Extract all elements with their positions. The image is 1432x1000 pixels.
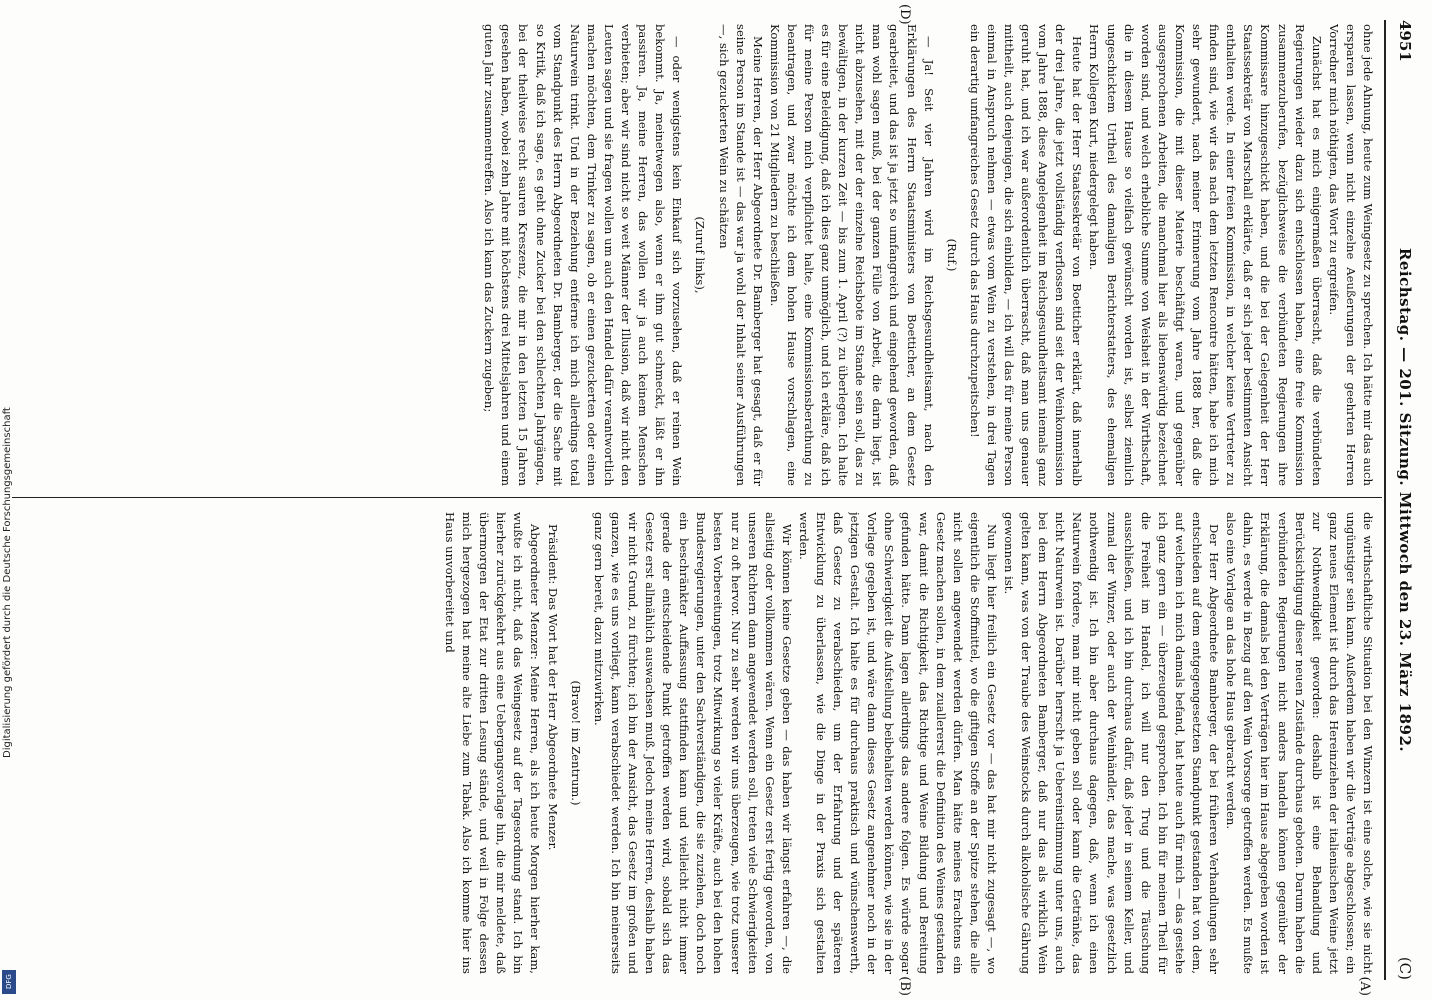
column-divider [12,497,1382,498]
margin-mark-d: (D) [897,4,912,25]
header-rule [1384,20,1386,980]
left-column [30,24,1376,486]
paragraph: Zunächst hat es mich einigermaßen überrascht, daß die verbündeten Regierungen wieder dazu sich entschlossen haben, eine freie Kommission zusammenzuberufen, bezüglichsweise die verbündeten Regierungen ihre Kommissare hinzugeschickt haben, und die bei der Gelegenheit der Herr Staatssekretär von Marschall erklärte, daß er sich jeder bestimmten Ansicht enthalten werde. In einer freien Kommission, in welcher keine Vertreter zu finden sind, wie wir das nach dem letzten Rencontre hätten, habe ich mich sehr gewundert, nach meiner Erinnerung vom Jahre 1888 her, daß die Kommission, die mit dieser Materie beschäftigt waren, und gegenüber ausgesprochenen Arbeiten, die manchmal hier als liebenswürdig bezeichnet worden sind, und welch erhebliche Summe von Weisheit in der Wirthschaft, die in diesem Hause so vielfach gewünscht worden ist, selbst ziemlich ungeschicktem Urtheil des damaligen Berichterstatters, des ehemaligen Herrn Kollegen Kurt, niedergelegt haben. [1087,24,1324,486]
margin-mark-b: (B) [897,976,912,996]
page-header [1390,20,1420,980]
paragraph: Meine Herren, der Herr Abgeordnete Dr. Bamberger hat gesagt, daß er für seine Person im Stande ist — das war ja wohl der Inhalt seiner Ausführungen —, sich gezuckerten Wein zu schätzen [716,24,765,486]
speaker-paragraph: Abgeordneter Menzer: Meine Herren, als ich heute Morgen hierher kam, wußte ich nicht, daß das Weingesetz auf der Tagesordnung stand. Ich bin hierher zurückgekehrt aus eine Uebergangsvorlage hin, die mir meldete, daß übermorgen der Etat zur dritten Lesung stände, und weil in Folge dessen mich hergezogen hat meine alte Liebe zum Tabak. Also ich komme hier ins Haus unvorbereitet und [443,512,543,974]
margin-mark-a: (A) [1357,976,1372,996]
stage-direction: (Ruf.) [944,238,959,272]
right-column [30,512,1376,974]
paragraph: Wir können keine Gesetze geben — das haben wir längst erfahren —, die allseitig oder vollkommen wären. Wenn ein Gesetz erst fertig geworden, von unseren Richtern dann angewendet werden soll, treten viele Schwierigkeiten nur zu oft hervor. Nur zu sehr werden wir uns überzeugen, wie trotz unserer besten Vorbereitungen, trotz Mitwirkung so vieler Kräfte, auch bei den hohen Bundesregierungen, unter den Sachverständigen, die sie zuziehen, doch noch ein beschränkter Auffassung stattfinden kann und vielleicht nicht immer gerade der entscheidende Punkt getroffen werden wird, sobald sich das Gesetz erst allmählich auswachsen muß. Jedoch meine Herren, deshalb haben wir nicht Grund, zu fürchten; ich bin der Ansicht, das Gesetz im großen und ganzen, wie es uns vorliegt, kann verabschiedet werden. Ich bin meinerseits ganz gern bereit, dazu mitzuwirken. [591,512,794,974]
digitization-credit [0,378,18,998]
margin-mark-c: (C) [1396,956,1414,980]
footer-text: Digitalisierung gefördert durch die Deutsche Forschungsgemeinschaft [2,407,13,758]
speaker-paragraph: Präsident: Das Wort hat der Herr Abgeordnete Menzer. [545,524,560,851]
paragraph: — oder wenigstens kein Einkauf sich vorzusehen, daß er reinen Wein bekommt. Ja, meinetwegen also, wenn er ihm gut schmeckt, läßt er ihn passiren. Ja, meine Herren, das wollen wir ja auch keinem Menschen verbieten; aber wir sind nicht so weit Männer der Illusion, daß wir nicht den Leuten sagen und sie fragen wollen um auch den Handel dafür verantwortlich machen möchten, dem Trinker zu sagen, ob er einen gezuckerten oder einen Naturwein trinkt. Und in der Beziehung entferne ich mich allerdings total vom Standpunkt des Herrn Abgeordneten Dr. Bamberger, der die Sache mit so Kritik, daß ich sage, es geht ohne Zucker bei den schlechten Jahrgängen, bei der theilweise recht sauren Kreszenz, die mir in den letzten 15 Jahren gesehen haben, wobei zehn Jahre mit höchstens drei Mittelsjahren und einem guten Jahr zusammentreffen. Also ich kann das Zuckern zugeben; [482,24,685,486]
dfg-logo: DFG [2,970,16,994]
paragraph: Heute hat der Herr Staatssekretär von Boetticher erklärt, daß innerhalb der drei Jahre, die jetzt vollständig verflossen sind seit der Weinkommission vom Jahre 1888, diese Angelegenheit im Reichsgesundheitsamt niemals ganz geruht hat, und ich war außerordentlich überrascht, daß man uns genauer mittheilt, auch denjenigen, die sich einbilden, — ich will das für meine Person einmal in Anspruch nehmen — etwas vom Wein zu verstehen, in drei Tagen ein derartig umfangreiches Gesetz durch das Haus durchzupeitschen! [967,24,1085,486]
page-number: 4951 [1396,20,1414,62]
stage-direction: (Zuruf links), [693,216,708,294]
paragraph: die wirthschaftliche Situation bei den Winzern ist eine solche, wie sie nicht ungünstiger sein kann. Außerdem haben wir die Verträge abgeschlossen; ein ganz neues Element ist durch das Hereinziehen der italienischen Weine jetzt zur Nothwendigkeit geworden: deshalb ist eine Behandlung und Berücksichtigung dieser neuen Zustände durchaus geboten. Darum haben die verbündeten Regierungen nicht anders handeln können gegenüber der Erklärung, die damals bei den Verträgen hier im Hause abgegeben worden ist dahin, es werde in Bezug auf den Wein Vorsorge getroffen werden. Es mußte also eine Vorlage an das hohe Haus gebracht werden. [1224,512,1375,974]
stage-direction: (Bravo! im Zentrum.) [568,680,583,806]
paragraph: Der Herr Abgeordnete Bamberger, der bei früheren Verhandlungen sehr entschieden auf dem entgegengesetzten Standpunkt gestanden hat von dem, auf welchem ich mich damals befand, hat heute auch für mich — das gestehe ich ganz gern ein — überzeugend gesprochen. Ich bin für meinen Theil für die Freiheit im Handel, ich will nur den Trug und die Täuschung ausschließen, und ich bin durchaus dafür, daß jeder in seinem Keller, und zumal der Winzer, oder auch der Weinhändler, das mache, was gesetzlich nothwendig ist. Ich bin aber durchaus dagegen, daß, wenn ich einen Naturwein fordere, man mir nicht geben soll oder kann die Getränke, das nicht Naturwein ist. Darüber herrscht ja Uebereinstimmung unter uns, auch bei dem Herrn Abgeordneten Bamberger, daß nur das als wirklich Wein gelten kann, was von der Traube des Weinstocks durch alkoholische Gährung gewonnen ist. [1002,512,1222,974]
page-title: Reichstag. — 201. Sitzung. Mittwoch den 23. März 1892. [1396,247,1414,753]
paragraph: ohne jede Ahnung, heute zum Weingesetz zu sprechen. Ich hätte mir das auch ersparen lassen, wenn nicht einzelne Aeußerungen der geehrten Herren Vorredner mich nöthigten, das Wort zu ergreifen. [1326,24,1375,486]
paragraph: Nun liegt hier freilich ein Gesetz vor — das hat mir nicht zugesagt —, wo eigentlich die Stoffmittel, wo die giftigen Stoffe an der Spitze stehen, die alle nicht sollen angewendet werden dürfen. Man hätte meines Erachtens ein Gesetz machen sollen, in dem zuallererst die Definition des Weines gestanden war, damit die Richtigkeit, das Richtige und Weine Bildung und Bereitung gefunden hätte. Dann lagen allerdings das andere folgen. Es würde sogar ohne Schwierigkeit die Aufstellung beibehalten werden können, wie sie in der Vorlage gegeben ist, und wäre dann dieses Gesetz angenehmer noch in der jetzigen Gestalt. Ich halte es für durchaus praktisch und wünschenswerth, daß Gesetz zu verabschieden, um der Erfahrung und der späteren Entwicklung zu überlassen, wie die Dinge in der Praxis sich gestalten werden. [796,512,999,974]
paragraph: — Ja! Seit vier Jahren wird im Reichsgesundheitsamt, nach den Erklärungen des Herrn Staatsministers von Boetticher, an dem Gesetz gearbeitet, und das ist ja jetzt so umfangreich und eingehend geworden, daß man wohl sagen muß, bei der ganzen Fülle von Arbeit, die darin liegt, ist nicht abzusehen, mit der der einzelne Reichsbote im Stande sein soll, das zu bewältigen, in der kurzen Zeit — bis zum 1. April (?) zu überlegen. Ich halte es für eine Beleidigung, daß ich dies ganz unmöglich, und ich erkläre, daß ich für meine Person mich verpflichtet halte, eine Kommissionsberathung zu beantragen, und zwar möchte ich dem hohen Hause vorschlagen, eine Kommission von 21 Mitgliedern zu beschließen. [767,24,936,486]
